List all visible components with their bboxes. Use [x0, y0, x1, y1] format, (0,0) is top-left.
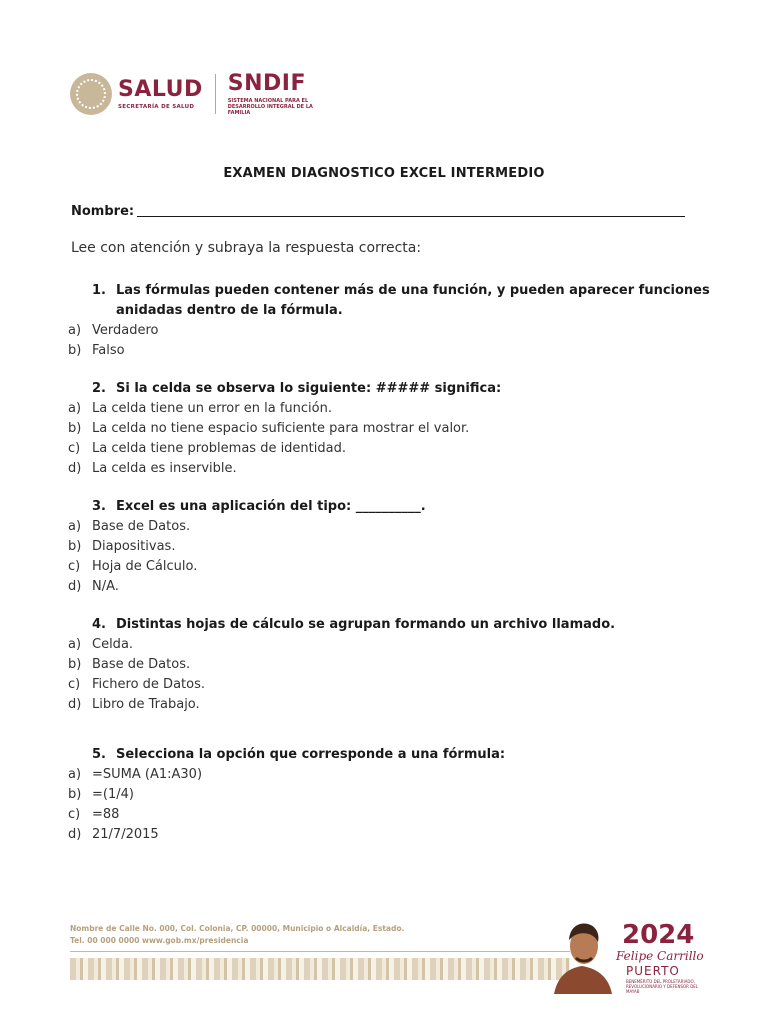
- tagline-text: BENEMÉRITO DEL PROLETARIADO, REVOLUCIONARIO Y DEFENSOR DEL MAYAB: [626, 979, 699, 994]
- option-text: Base de Datos.: [92, 519, 191, 534]
- question-2: [68, 379, 712, 479]
- felipe-carrillo-text: Felipe Carrillo: [616, 949, 704, 963]
- option[interactable]: [68, 419, 712, 439]
- option[interactable]: [68, 399, 712, 419]
- puerto-text: PUERTO: [626, 964, 680, 978]
- instructions: Lee con atención y subraya la respuesta correcta:: [71, 240, 422, 256]
- year-logo: 2024: [622, 920, 695, 950]
- option-text: Base de Datos.: [92, 657, 191, 672]
- option[interactable]: [68, 785, 712, 805]
- option[interactable]: [68, 675, 712, 695]
- name-field: [71, 204, 685, 219]
- page-title: EXAMEN DIAGNOSTICO EXCEL INTERMEDIO: [223, 166, 545, 181]
- question-3: [68, 497, 712, 597]
- footer-address-block: [70, 923, 404, 947]
- option-text: Celda.: [92, 637, 134, 652]
- footer-contact: Tel. 00 000 0000 www.gob.mx/presidencia: [70, 936, 249, 945]
- question-number: 4.: [92, 617, 106, 632]
- footer-divider: [70, 951, 570, 952]
- option-text: =(1/4): [92, 787, 134, 802]
- name-blank-line[interactable]: [137, 216, 685, 217]
- option-letter: c): [68, 807, 81, 822]
- option-text: La celda no tiene espacio suficiente para mostrar el valor.: [92, 421, 470, 436]
- question-text: Excel es una aplicación del tipo: __________.: [116, 499, 426, 514]
- option-letter: d): [68, 697, 82, 712]
- option-letter: b): [68, 539, 82, 554]
- portrait-icon: [552, 916, 614, 994]
- question-title: [92, 497, 712, 517]
- option[interactable]: [68, 537, 712, 557]
- option[interactable]: [68, 805, 712, 825]
- option-letter: b): [68, 657, 82, 672]
- option[interactable]: [68, 695, 712, 715]
- option-letter: a): [68, 519, 82, 534]
- option[interactable]: [68, 655, 712, 675]
- question-number: 5.: [92, 747, 106, 762]
- question-title: [92, 615, 712, 635]
- option-letter: c): [68, 441, 81, 456]
- option[interactable]: [68, 765, 712, 785]
- option[interactable]: [68, 517, 712, 537]
- option[interactable]: [68, 635, 712, 655]
- option-letter: a): [68, 637, 82, 652]
- question-text: Distintas hojas de cálculo se agrupan formando un archivo llamado.: [116, 617, 616, 632]
- option-text: Diapositivas.: [92, 539, 176, 554]
- question-number: 2.: [92, 381, 106, 396]
- option[interactable]: [68, 341, 712, 361]
- decorative-pattern: [70, 958, 570, 980]
- option-text: La celda es inservible.: [92, 461, 237, 476]
- option-letter: c): [68, 677, 81, 692]
- salud-logo: [118, 78, 203, 110]
- option-letter: d): [68, 461, 82, 476]
- option[interactable]: [68, 439, 712, 459]
- option[interactable]: [68, 577, 712, 597]
- option-text: Fichero de Datos.: [92, 677, 205, 692]
- header-divider: [215, 74, 216, 114]
- sndif-subtitle: SISTEMA NACIONAL PARA EL DESARROLLO INTEGRAL DE LA FAMILIA: [227, 98, 313, 116]
- option-text: Verdadero: [92, 323, 159, 338]
- question-number: 1.: [92, 283, 106, 298]
- question-title: [92, 379, 712, 399]
- option-text: 21/7/2015: [92, 827, 159, 842]
- header: [70, 72, 318, 116]
- option[interactable]: [68, 459, 712, 479]
- option[interactable]: [68, 321, 712, 341]
- option-letter: d): [68, 579, 82, 594]
- salud-text: SALUD: [118, 77, 203, 102]
- question-5: [68, 745, 712, 845]
- option-text: Hoja de Cálculo.: [92, 559, 198, 574]
- sndif-logo: [228, 72, 318, 116]
- question-4: [68, 615, 712, 715]
- option-letter: a): [68, 767, 82, 782]
- option-text: =88: [92, 807, 120, 822]
- option-text: N/A.: [92, 579, 119, 594]
- option-text: Libro de Trabajo.: [92, 697, 200, 712]
- option-letter: b): [68, 343, 82, 358]
- footer-address: Nombre de Calle No. 000, Col. Colonia, CP. 00000, Municipio o Alcaldía, Estado.: [70, 924, 405, 933]
- option-letter: a): [68, 323, 82, 338]
- question-title: [92, 745, 712, 765]
- option-text: =SUMA (A1:A30): [92, 767, 203, 782]
- option[interactable]: [68, 557, 712, 577]
- question-text: Las fórmulas pueden contener más de una función, y pueden aparecer funciones anidadas dentro de la fórmula.: [116, 283, 710, 318]
- name-label: Nombre:: [71, 204, 135, 219]
- option-letter: a): [68, 401, 82, 416]
- question-text: Si la celda se observa lo siguiente: ##### significa:: [116, 381, 502, 396]
- option[interactable]: [68, 825, 712, 845]
- salud-subtitle: SECRETARÍA DE SALUD: [118, 104, 195, 110]
- coat-of-arms-icon: [70, 73, 112, 115]
- option-text: La celda tiene un error en la función.: [92, 401, 332, 416]
- question-title: [92, 281, 712, 321]
- sndif-text: SNDIF: [227, 71, 306, 96]
- question-1: [68, 281, 712, 361]
- option-text: Falso: [92, 343, 125, 358]
- option-letter: b): [68, 787, 82, 802]
- option-letter: b): [68, 421, 82, 436]
- question-number: 3.: [92, 499, 106, 514]
- question-text: Selecciona la opción que corresponde a una fórmula:: [116, 747, 506, 762]
- option-letter: d): [68, 827, 82, 842]
- option-text: La celda tiene problemas de identidad.: [92, 441, 346, 456]
- option-letter: c): [68, 559, 81, 574]
